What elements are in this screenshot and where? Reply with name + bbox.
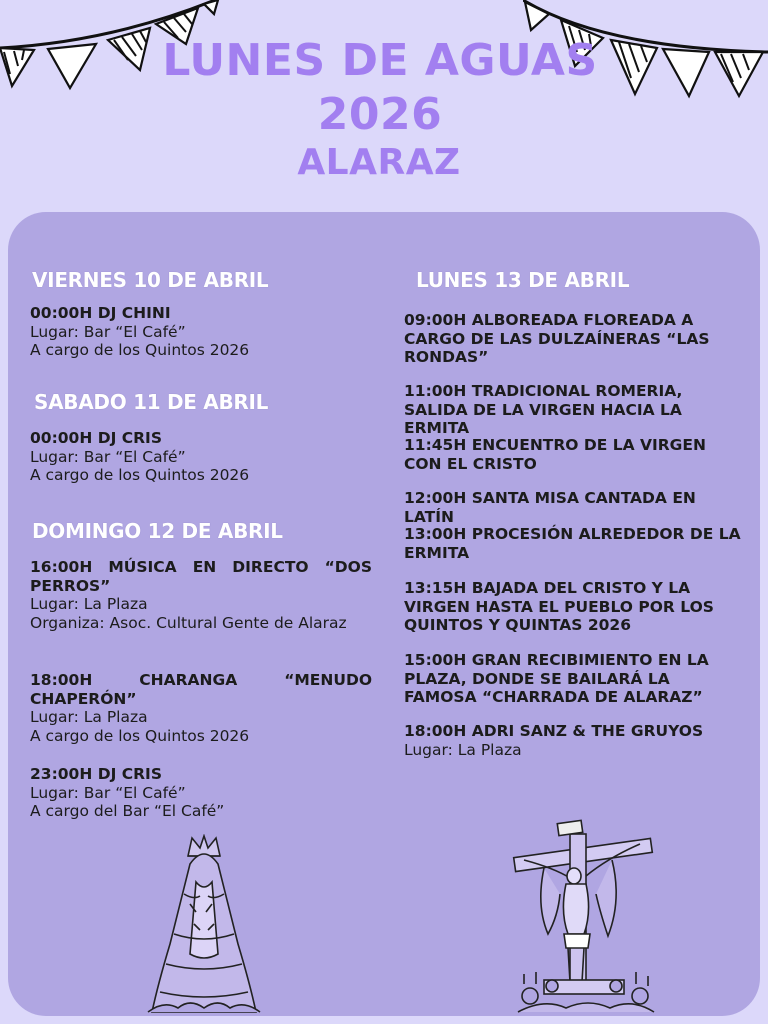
day-title-lunes: LUNES 13 DE ABRIL	[416, 268, 630, 292]
event-lunes-2: 11:00H TRADICIONAL ROMERIA, SALIDA DE LA VIRGEN HACIA LA ERMITA	[404, 382, 683, 437]
page-year: 2026	[317, 89, 443, 141]
day-title-sabado: SABADO 11 DE ABRIL	[34, 390, 269, 414]
event-domingo-1: 16:00H MÚSICA EN DIRECTO “DOS PERROS” Lugar: La Plaza Organiza: Asoc. Cultural Gente de Alaraz	[30, 558, 372, 632]
event-lunes-5: 13:00H PROCESIÓN ALREDEDOR DE LA ERMITA	[404, 525, 741, 562]
day-title-domingo: DOMINGO 12 DE ABRIL	[32, 519, 283, 543]
event-lunes-4: 12:00H SANTA MISA CANTADA EN LATÍN	[404, 489, 696, 526]
virgin-illustration-icon	[144, 834, 264, 1016]
event-domingo-2: 18:00H CHARANGA “MENUDO CHAPERÓN” Lugar: La Plaza A cargo de los Quintos 2026	[30, 671, 372, 745]
program-panel	[8, 212, 760, 1016]
page-title: LUNES DE AGUAS	[162, 35, 598, 86]
crucifix-illustration-icon	[504, 816, 664, 1016]
page-town: ALARAZ	[297, 142, 461, 184]
event-viernes-1: 00:00H DJ CHINI Lugar: Bar “El Café” A cargo de los Quintos 2026	[30, 304, 250, 359]
event-sabado-1: 00:00H DJ CRIS Lugar: Bar “El Café” A cargo de los Quintos 2026	[30, 429, 250, 484]
day-title-viernes: VIERNES 10 DE ABRIL	[32, 268, 269, 292]
header	[0, 35, 768, 184]
event-lunes-3: 11:45H ENCUENTRO DE LA VIRGEN CON EL CRISTO	[404, 436, 706, 473]
event-domingo-3: 23:00H DJ CRIS Lugar: Bar “El Café” A cargo del Bar “El Café”	[30, 765, 225, 820]
event-lunes-7: 15:00H GRAN RECIBIMIENTO EN LA PLAZA, DONDE SE BAILARÁ LA FAMOSA “CHARRADA DE ALARAZ”	[404, 651, 709, 706]
event-lunes-8: 18:00H ADRI SANZ & THE GRUYOS Lugar: La Plaza	[404, 722, 704, 759]
event-lunes-6: 13:15H BAJADA DEL CRISTO Y LA VIRGEN HASTA EL PUEBLO POR LOS QUINTOS Y QUINTAS 2026	[404, 579, 714, 634]
event-lunes-1: 09:00H ALBOREADA FLOREADA A CARGO DE LAS DULZAÍNERAS “LAS RONDAS”	[404, 311, 710, 366]
